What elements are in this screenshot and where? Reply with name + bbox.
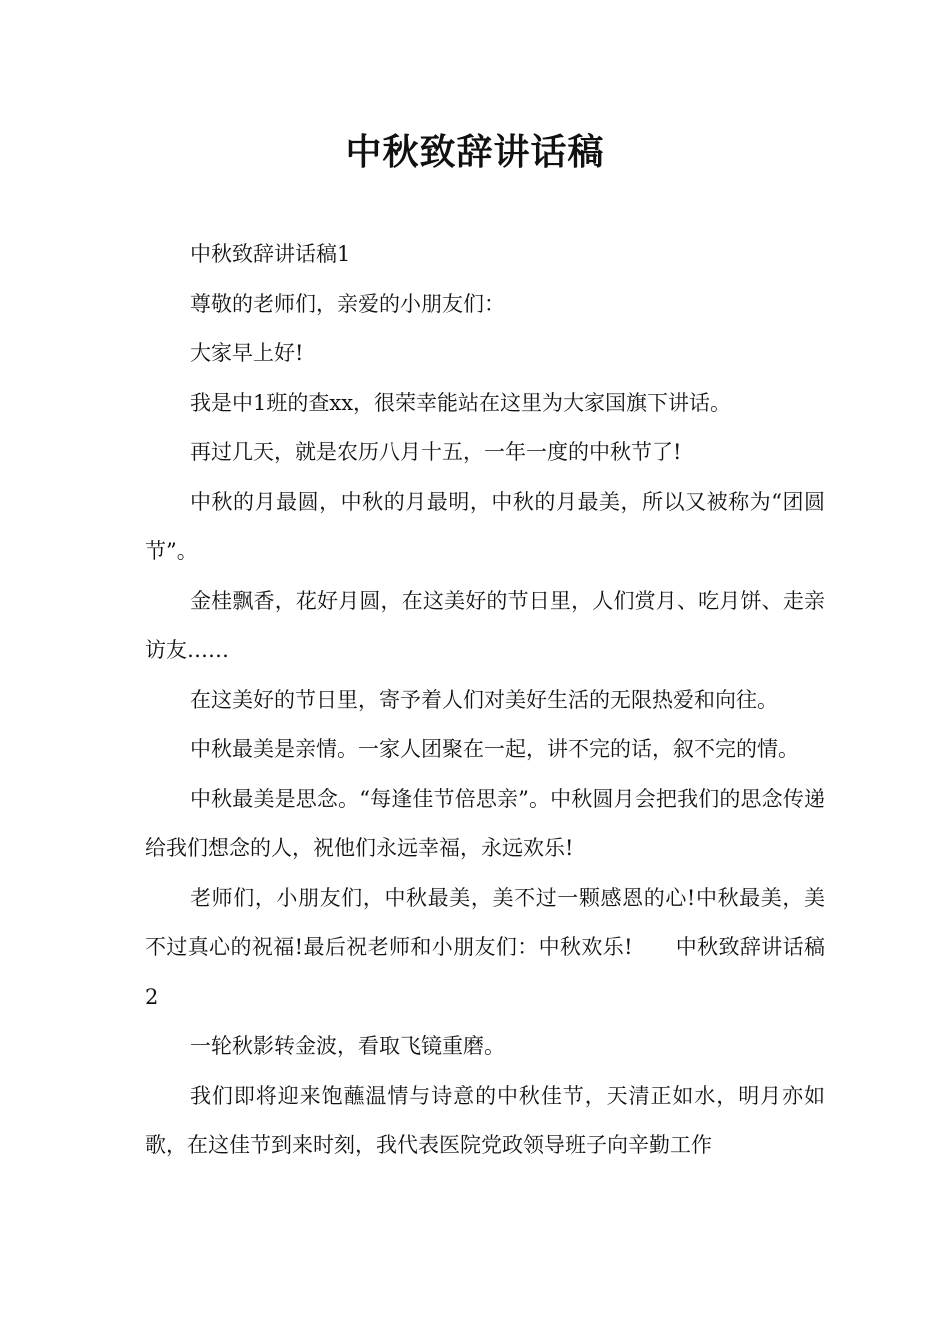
paragraph-missing: 中秋最美是思念。“每逢佳节倍思亲”。中秋圆月会把我们的思念传递给我们想念的人，祝他们永远幸福，永远欢乐! — [145, 786, 825, 860]
paragraph-greeting: 大家早上好! — [190, 341, 304, 365]
paragraph-heading-1: 中秋致辞讲话稿1 — [190, 242, 351, 266]
paragraph-hospital: 我们即将迎来饱蘸温情与诗意的中秋佳节，天清正如水，明月亦如歌，在这佳节到来时刻，我代表医院党政领导班子向辛勤工作 — [145, 1083, 825, 1157]
paragraph-festival-date: 再过几天，就是农历八月十五，一年一度的中秋节了! — [190, 440, 682, 464]
paragraph-introduction: 我是中1班的查xx，很荣幸能站在这里为大家国旗下讲话。 — [190, 390, 732, 415]
paragraph-poem: 一轮秋影转金波，看取飞镜重磨。 — [190, 1034, 505, 1058]
document-body — [145, 230, 825, 1171]
paragraph-salutation: 尊敬的老师们，亲爱的小朋友们： — [190, 291, 505, 316]
paragraph-gratitude: 老师们，小朋友们，中秋最美，美不过一颗感恩的心!中秋最美，美不过真心的祝福!最后祝老师和小朋友们：中秋欢乐! 中秋致辞讲话稿2 — [145, 885, 825, 1009]
paragraph-reunion-festival: 中秋的月最圆，中秋的月最明，中秋的月最美，所以又被称为“团圆节”。 — [145, 489, 825, 563]
paragraph-osmanthus: 金桂飘香，花好月圆，在这美好的节日里，人们赏月、吃月饼、走亲访友…… — [145, 588, 825, 662]
paragraph-wishes: 在这美好的节日里，寄予着人们对美好生活的无限热爱和向往。 — [190, 687, 778, 712]
document-title: 中秋致辞讲话稿 — [345, 132, 605, 173]
paragraph-family: 中秋最美是亲情。一家人团聚在一起，讲不完的话，叙不完的情。 — [190, 737, 799, 761]
